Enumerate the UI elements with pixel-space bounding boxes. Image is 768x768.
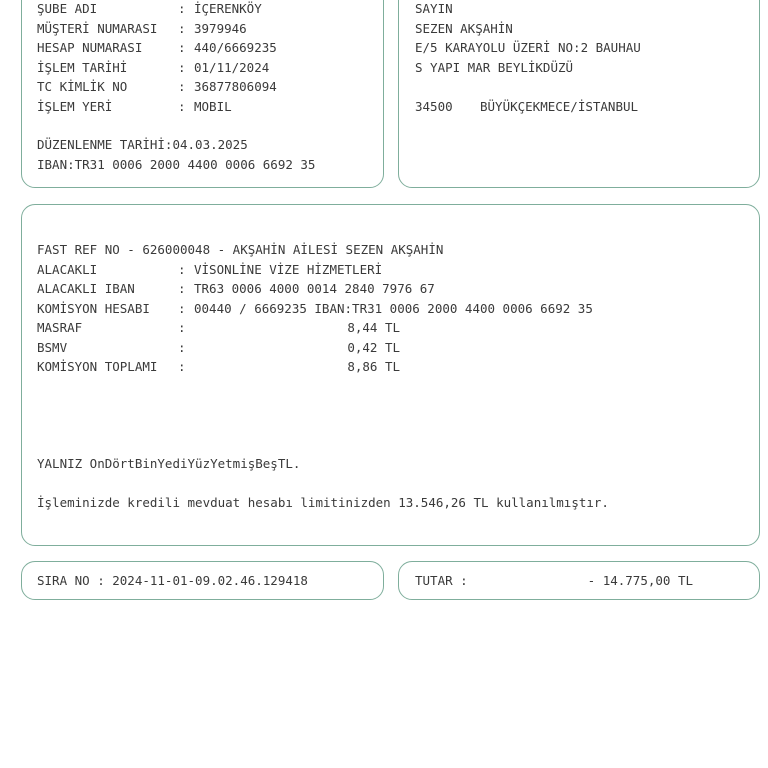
fee-label: MASRAF (37, 320, 83, 335)
field-separator: : (178, 1, 186, 16)
field-value: 440/6669235 (194, 40, 277, 55)
account-iban: IBAN:TR31 0006 2000 4400 0006 6692 35 (37, 156, 316, 172)
field-separator: : (178, 79, 186, 94)
field-value: 3979946 (194, 20, 247, 36)
total-label: TUTAR : (415, 573, 468, 588)
fast-ref-line: FAST REF NO - 626000048 - AKŞAHİN AİLESİ SEZEN AKŞAHİN (37, 242, 444, 257)
fee-amount: 8,44 TL (347, 320, 400, 335)
field-value: TR63 0006 4000 0014 2840 7976 67 (194, 281, 435, 296)
address-line-2: S YAPI MAR BEYLİKDÜZÜ (415, 59, 574, 75)
city: BÜYÜKÇEKMECE/İSTANBUL (480, 98, 639, 114)
fee-amount: 0,42 TL (347, 339, 400, 355)
fee-label: KOMİSYON TOPLAMI (37, 359, 158, 374)
transaction-row (37, 279, 737, 299)
account-info-panel (21, 0, 384, 188)
account-info-row (37, 0, 377, 19)
fee-row (37, 338, 437, 358)
field-label: ALACAKLI IBAN (37, 281, 135, 296)
field-separator: : (178, 261, 186, 277)
field-value: İÇERENKÖY (194, 1, 262, 16)
fee-row (37, 318, 437, 338)
transaction-row (37, 260, 737, 280)
field-value: 00440 / 6669235 IBAN:TR31 0006 2000 4400 0006 6692 35 (194, 300, 593, 316)
field-label: KOMİSYON HESABI (37, 300, 150, 316)
field-label: ALACAKLI (37, 261, 98, 277)
field-separator: : (178, 281, 186, 296)
field-separator: : (178, 339, 186, 355)
account-info-row (37, 77, 377, 97)
field-label: ŞUBE ADI (37, 1, 98, 16)
field-label: MÜŞTERİ NUMARASI (37, 20, 158, 36)
address-line-1: E/5 KARAYOLU ÜZERİ NO:2 BAUHAU (415, 40, 641, 55)
account-info-row (37, 38, 377, 58)
account-info-row (37, 19, 377, 39)
postal-code: 34500 (415, 98, 453, 114)
issue-date: DÜZENLENME TARİHİ:04.03.2025 (37, 137, 248, 152)
field-separator: : (178, 300, 186, 316)
field-separator: : (178, 40, 186, 55)
recipient-name: SEZEN AKŞAHİN (415, 20, 513, 36)
recipient-address-panel (398, 0, 760, 188)
salutation: SAYIN (415, 1, 453, 16)
field-separator: : (178, 59, 186, 75)
field-separator: : (178, 20, 186, 36)
sequence-number: SIRA NO : 2024-11-01-09.02.46.129418 (37, 573, 308, 588)
field-label: İŞLEM TARİHİ (37, 59, 128, 75)
account-info-row (37, 97, 377, 117)
field-separator: : (178, 359, 186, 374)
field-label: HESAP NUMARASI (37, 40, 143, 55)
field-label: TC KİMLİK NO (37, 79, 128, 94)
field-separator: : (178, 320, 186, 335)
transaction-details-panel (21, 204, 760, 546)
field-value: VİSONLİNE VİZE HİZMETLERİ (194, 261, 383, 277)
total-amount-panel (398, 561, 760, 600)
fee-label: BSMV (37, 339, 68, 355)
credit-limit-note: İşleminizde kredili mevduat hesabı limitinizden 13.546,26 TL kullanılmıştır. (37, 495, 609, 510)
sequence-number-panel (21, 561, 384, 600)
fee-row (37, 357, 437, 377)
transaction-row (37, 299, 737, 319)
amount-in-words: YALNIZ OnDörtBinYediYüzYetmişBeşTL. (37, 456, 301, 471)
field-separator: : (178, 98, 186, 114)
total-amount: - 14.775,00 TL (587, 573, 693, 588)
fee-amount: 8,86 TL (347, 359, 400, 374)
field-label: İŞLEM YERİ (37, 98, 113, 114)
account-info-row (37, 58, 377, 78)
field-value: 01/11/2024 (194, 59, 270, 75)
field-value: 36877806094 (194, 79, 277, 94)
field-value: MOBIL (194, 98, 232, 114)
